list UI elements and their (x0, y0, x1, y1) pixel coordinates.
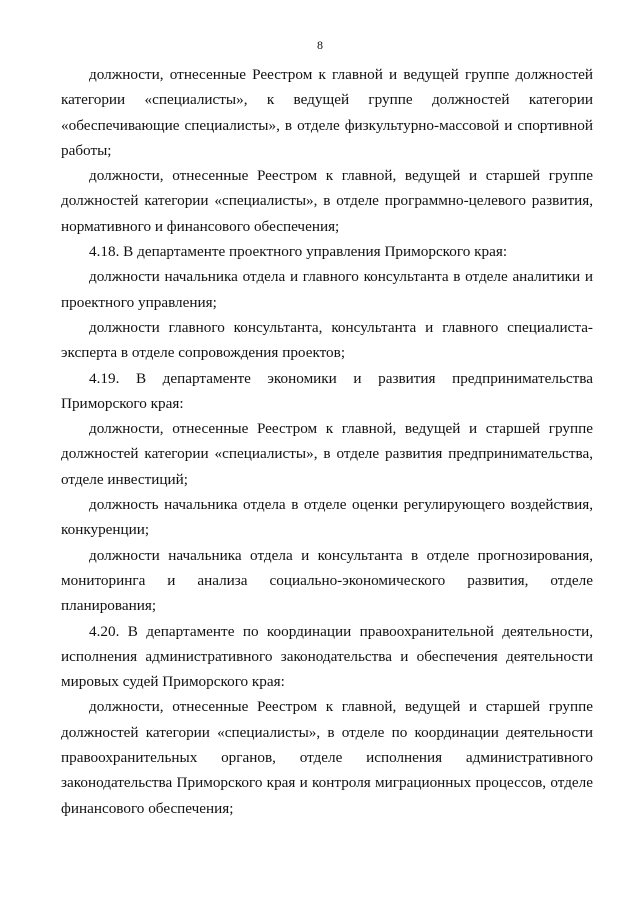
section-heading-4-18: 4.18. В департаменте проектного управления Приморского края: (89, 243, 508, 261)
section-heading-4-20: 4.20. В департаменте по координации правоохранительной деятельности, исполнения административного законодательства и обеспечения деятельности мировых судей Приморского края: (61, 622, 593, 691)
document-body (61, 62, 593, 821)
paragraph: должности главного консультанта, консультанта и главного специалиста-эксперта в отделе сопровождения проектов; (61, 318, 593, 362)
paragraph: должность начальника отдела в отделе оценки регулирующего воздействия, конкуренции; (61, 496, 593, 539)
paragraph: должности начальника отдела и консультанта в отделе прогнозирования, мониторинга и анализа социально-экономического развития, отделе планирования; (61, 546, 593, 615)
paragraph: должности, отнесенные Реестром к главной и ведущей группе должностей категории «специалисты», к ведущей группе должностей категории «обеспечивающие специалисты», в отделе физкультурно-массовой и спортивной работы; (61, 66, 593, 159)
page-number: 8 (317, 38, 323, 52)
paragraph: должности, отнесенные Реестром к главной, ведущей и старшей группе должностей категории «специалисты», в отделе программно-целевого развития, нормативного и финансового обеспечения; (61, 167, 593, 235)
paragraph: должности, отнесенные Реестром к главной, ведущей и старшей группе должностей категории «специалисты», в отделе развития предпринимательства, отделе инвестиций; (61, 420, 593, 488)
paragraph: должности начальника отдела и главного консультанта в отделе аналитики и проектного управления; (61, 268, 593, 311)
section-heading-4-19: 4.19. В департаменте экономики и развития предпринимательства Приморского края: (61, 369, 593, 412)
paragraph: должности, отнесенные Реестром к главной, ведущей и старшей группе должностей категории «специалисты», в отделе по координации деятельности правоохранительных органов, отделе исполнения административного законодательства Приморского края и контроля миграционных процессов, отделе финансового обеспечения; (61, 698, 593, 817)
